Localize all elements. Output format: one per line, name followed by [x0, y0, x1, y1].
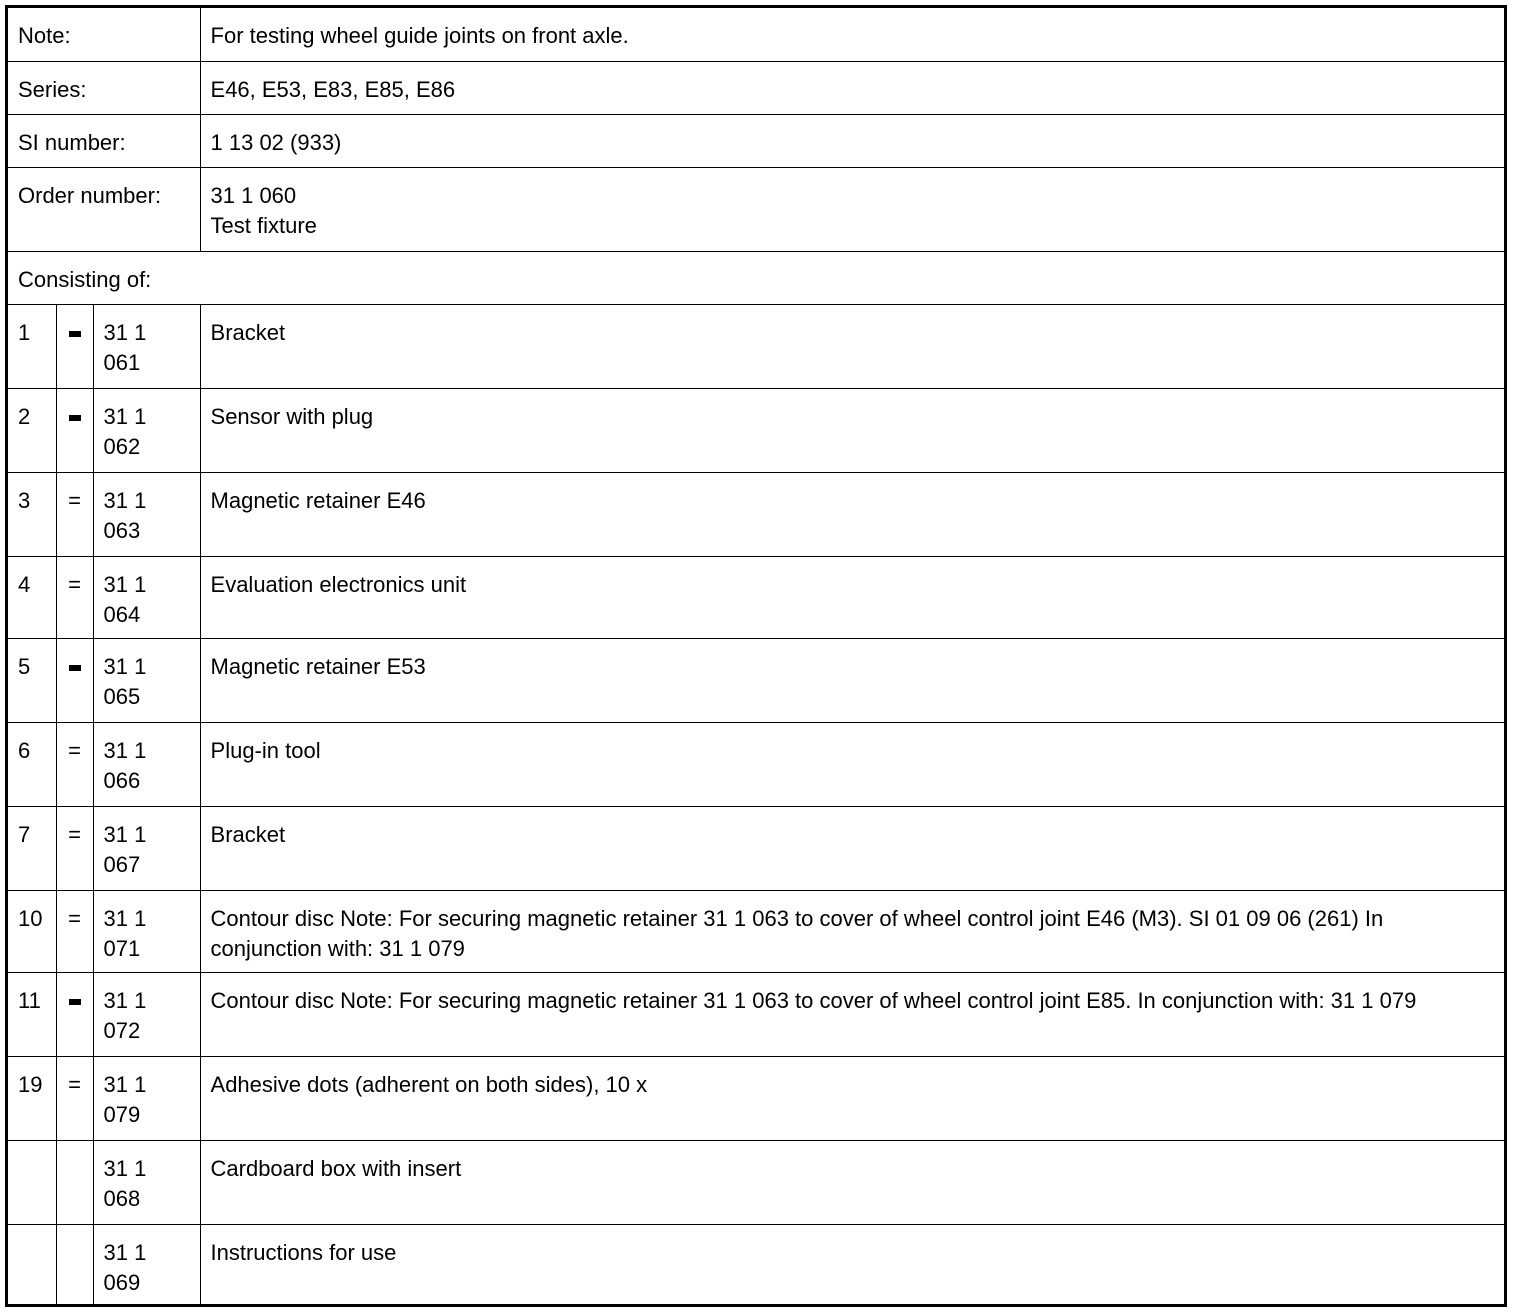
table-row	[8, 638, 1504, 722]
series-row	[8, 61, 1504, 114]
item-description: Plug-in tool	[200, 722, 1504, 806]
filled-bar-marker-icon	[69, 999, 81, 1005]
item-part-number	[93, 806, 200, 890]
part-number-suffix: 071	[103, 935, 141, 961]
item-number: 1	[8, 304, 56, 388]
part-number-prefix: 31 1	[103, 487, 147, 513]
item-marker	[56, 1056, 93, 1140]
part-number-suffix: 067	[103, 851, 141, 877]
item-marker	[56, 388, 93, 472]
part-number-prefix: 31 1	[103, 1155, 147, 1181]
item-part-number	[93, 472, 200, 556]
equals-marker: =	[68, 821, 81, 847]
item-part-number	[93, 388, 200, 472]
part-number-prefix: 31 1	[103, 905, 147, 931]
part-number-suffix: 061	[103, 349, 141, 375]
table-row	[8, 972, 1504, 1056]
si-number-label: SI number:	[8, 114, 200, 167]
filled-bar-marker-icon	[69, 665, 81, 671]
item-number: 7	[8, 806, 56, 890]
item-marker	[56, 1224, 93, 1306]
table-row	[8, 890, 1504, 972]
item-number	[8, 1140, 56, 1224]
part-number-suffix: 068	[103, 1185, 141, 1211]
note-row	[8, 8, 1504, 61]
consisting-row	[8, 251, 1504, 304]
series-label: Series:	[8, 61, 200, 114]
item-number: 11	[8, 972, 56, 1056]
equals-marker: =	[68, 571, 81, 597]
item-number: 4	[8, 556, 56, 638]
part-number-suffix: 066	[103, 767, 141, 793]
item-description: Contour disc Note: For securing magnetic retainer 31 1 063 to cover of wheel control joint E85. In conjunction with: 31 1 079	[200, 972, 1504, 1056]
item-description: Magnetic retainer E46	[200, 472, 1504, 556]
item-description: Instructions for use	[200, 1224, 1504, 1306]
part-number-suffix: 062	[103, 433, 141, 459]
item-description: Bracket	[200, 304, 1504, 388]
item-marker	[56, 806, 93, 890]
item-number: 5	[8, 638, 56, 722]
item-description: Cardboard box with insert	[200, 1140, 1504, 1224]
item-part-number	[93, 638, 200, 722]
item-description: Contour disc Note: For securing magnetic retainer 31 1 063 to cover of wheel control joint E46 (M3). SI 01 09 06 (261) In conjunction with: 31 1 079	[200, 890, 1504, 972]
table-row	[8, 1056, 1504, 1140]
table-row	[8, 304, 1504, 388]
part-number-suffix: 064	[103, 601, 141, 627]
item-number: 19	[8, 1056, 56, 1140]
item-number: 3	[8, 472, 56, 556]
part-number-suffix: 072	[103, 1017, 141, 1043]
part-number-suffix: 063	[103, 517, 141, 543]
order-number-row	[8, 167, 1504, 251]
table-row	[8, 722, 1504, 806]
table-row	[8, 1140, 1504, 1224]
part-number-suffix: 065	[103, 683, 141, 709]
table-row	[8, 1224, 1504, 1306]
equals-marker: =	[68, 1071, 81, 1097]
item-marker	[56, 972, 93, 1056]
part-number-suffix: 079	[103, 1101, 141, 1127]
consisting-label: Consisting of:	[8, 251, 1504, 304]
order-number-code: 31 1 060	[210, 182, 297, 208]
item-marker	[56, 304, 93, 388]
part-number-prefix: 31 1	[103, 1239, 147, 1265]
item-part-number	[93, 1224, 200, 1306]
item-number: 2	[8, 388, 56, 472]
part-number-prefix: 31 1	[103, 571, 147, 597]
order-number-label: Order number:	[8, 167, 200, 251]
equals-marker: =	[68, 905, 81, 931]
item-marker	[56, 722, 93, 806]
parts-table	[8, 8, 1504, 1306]
equals-marker: =	[68, 487, 81, 513]
parts-sheet	[5, 5, 1507, 1307]
item-part-number	[93, 972, 200, 1056]
part-number-prefix: 31 1	[103, 821, 147, 847]
item-description: Sensor with plug	[200, 388, 1504, 472]
item-description: Evaluation electronics unit	[200, 556, 1504, 638]
item-description: Adhesive dots (adherent on both sides), 10 x	[200, 1056, 1504, 1140]
order-number-desc: Test fixture	[210, 212, 317, 238]
item-part-number	[93, 1140, 200, 1224]
table-row	[8, 472, 1504, 556]
filled-bar-marker-icon	[69, 331, 81, 337]
table-row	[8, 388, 1504, 472]
part-number-prefix: 31 1	[103, 653, 147, 679]
table-row	[8, 556, 1504, 638]
note-label: Note:	[8, 8, 200, 61]
equals-marker: =	[68, 737, 81, 763]
item-part-number	[93, 890, 200, 972]
si-number-value: 1 13 02 (933)	[200, 114, 1504, 167]
item-number: 6	[8, 722, 56, 806]
item-part-number	[93, 1056, 200, 1140]
item-description: Bracket	[200, 806, 1504, 890]
part-number-prefix: 31 1	[103, 987, 147, 1013]
part-number-suffix: 069	[103, 1269, 141, 1295]
item-number	[8, 1224, 56, 1306]
item-marker	[56, 1140, 93, 1224]
note-value: For testing wheel guide joints on front axle.	[200, 8, 1504, 61]
part-number-prefix: 31 1	[103, 737, 147, 763]
part-number-prefix: 31 1	[103, 403, 147, 429]
item-description: Magnetic retainer E53	[200, 638, 1504, 722]
item-marker	[56, 472, 93, 556]
series-value: E46, E53, E83, E85, E86	[200, 61, 1504, 114]
item-part-number	[93, 556, 200, 638]
item-marker	[56, 890, 93, 972]
item-number: 10	[8, 890, 56, 972]
order-number-value	[200, 167, 1504, 251]
item-part-number	[93, 722, 200, 806]
table-row	[8, 806, 1504, 890]
item-part-number	[93, 304, 200, 388]
filled-bar-marker-icon	[69, 415, 81, 421]
item-marker	[56, 556, 93, 638]
si-number-row	[8, 114, 1504, 167]
part-number-prefix: 31 1	[103, 1071, 147, 1097]
item-marker	[56, 638, 93, 722]
part-number-prefix: 31 1	[103, 319, 147, 345]
